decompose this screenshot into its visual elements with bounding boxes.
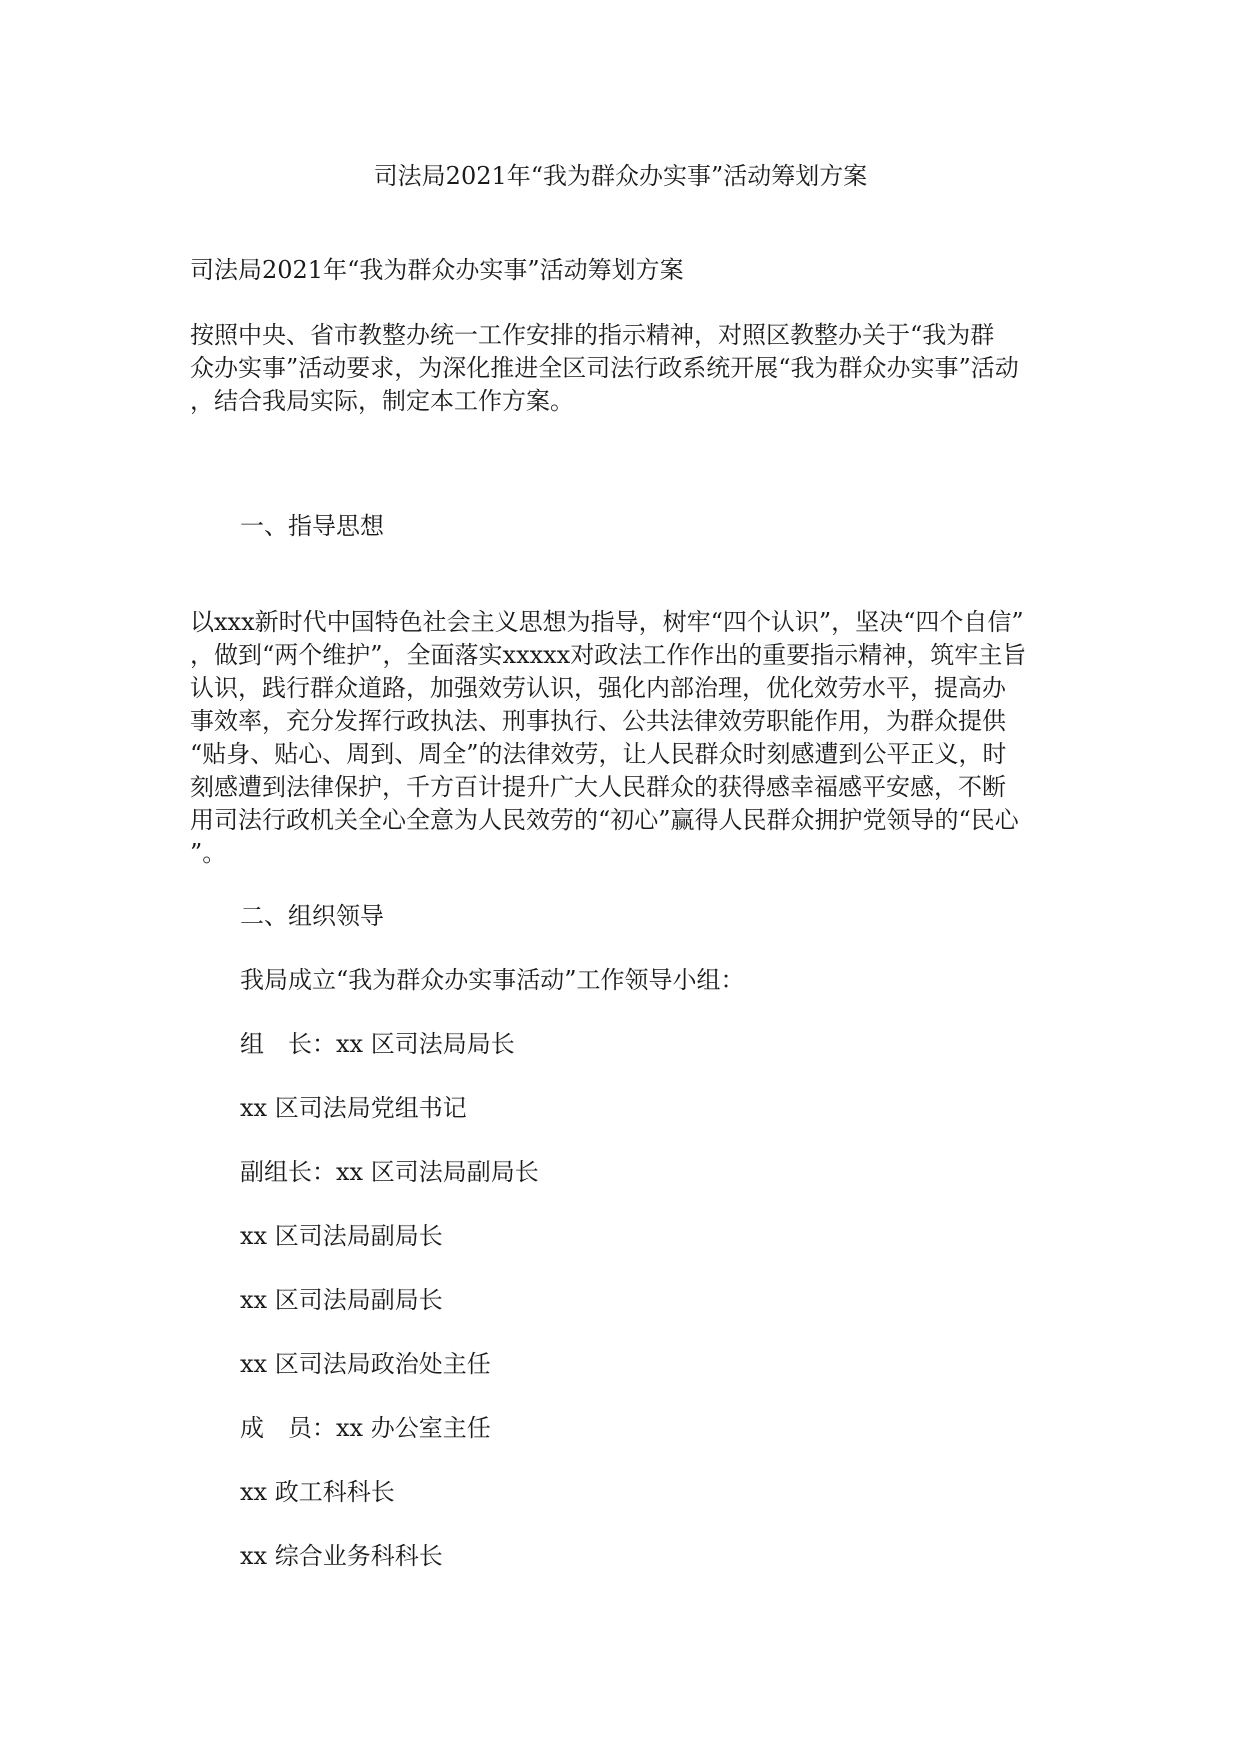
document-title: 司法局2021年“我为群众办实事”活动筹划方案 [373, 162, 868, 190]
section-heading-organization: 二、组织领导 [240, 902, 384, 930]
body-line: 用司法行政机关全心全意为人民效劳的“初心”赢得人民群众拥护党领导的“民心 [190, 806, 1019, 834]
list-item: xx 区司法局政治处主任 [240, 1350, 491, 1378]
intro-line: 按照中央、省市教整办统一工作安排的指示精神，对照区教整办关于“我为群 [190, 321, 995, 349]
guiding-ideology-paragraph [190, 606, 1050, 870]
body-line: 以xxx新时代中国特色社会主义思想为指导，树牢“四个认识”，坚决“四个自信” [190, 608, 1024, 636]
list-item: xx 区司法局副局长 [240, 1286, 443, 1314]
list-item: xx 政工科科长 [240, 1478, 395, 1506]
body-line: 事效率，充分发挥行政执法、刑事执行、公共法律效劳职能作用，为群众提供 [190, 707, 1006, 735]
body-line: “贴身、贴心、周到、周全”的法律效劳，让人民群众时刻感遭到公平正义，时 [190, 740, 1007, 768]
body-line: ，做到“两个维护”，全面落实xxxxx对政法工作作出的重要指示精神，筑牢主旨 [190, 641, 1027, 669]
list-item: xx 综合业务科科长 [240, 1542, 443, 1570]
document-subtitle: 司法局2021年“我为群众办实事”活动筹划方案 [190, 256, 684, 284]
body-line: 认识，践行群众道路，加强效劳认识，强化内部治理，优化效劳水平，提高办 [190, 674, 1006, 702]
list-item: 组 长：xx 区司法局局长 [240, 1030, 515, 1058]
body-line: 刻感遭到法律保护，千方百计提升广大人民群众的获得感幸福感平安感，不断 [190, 773, 1006, 801]
intro-line: 众办实事”活动要求，为深化推进全区司法行政系统开展“我为群众办实事”活动 [190, 354, 1019, 382]
list-item: xx 区司法局副局长 [240, 1222, 443, 1250]
section-heading-guiding-ideology: 一、指导思想 [240, 512, 384, 540]
list-item: 副组长：xx 区司法局副局长 [240, 1158, 539, 1186]
list-item: 我局成立“我为群众办实事活动”工作领导小组： [240, 966, 745, 994]
list-item: xx 区司法局党组书记 [240, 1094, 467, 1122]
list-item: 成 员：xx 办公室主任 [240, 1414, 491, 1442]
body-line: ”。 [190, 839, 227, 867]
intro-paragraph [190, 319, 1050, 418]
intro-line: ，结合我局实际，制定本工作方案。 [190, 387, 574, 415]
